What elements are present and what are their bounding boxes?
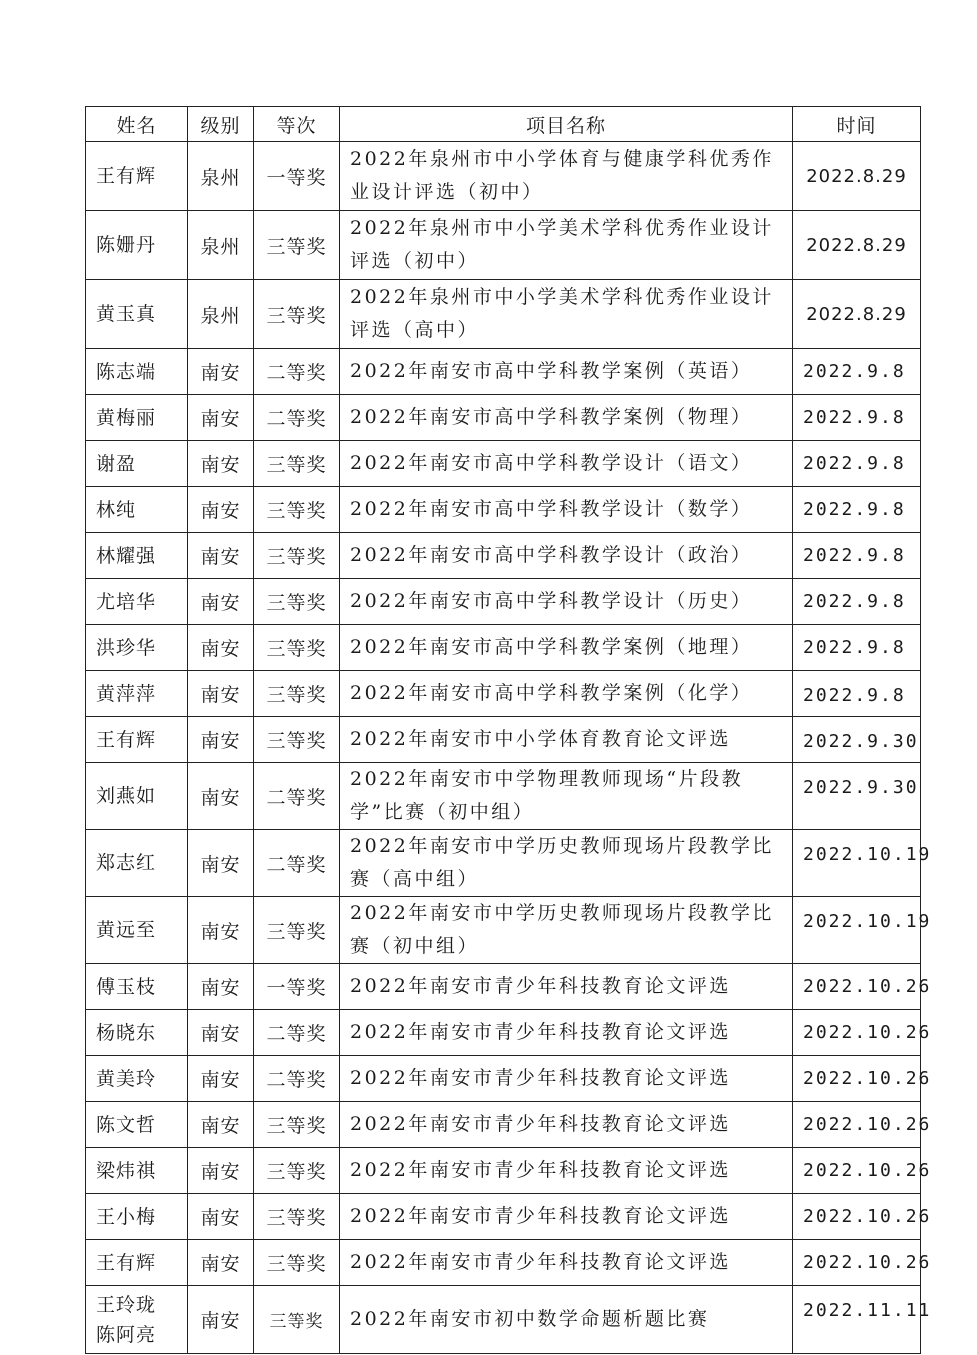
cell-project: 2022年南安市中学历史教师现场片段教学比赛（高中组） [340,830,793,897]
table-row [86,897,921,964]
cell-name: 傅玉枝 [86,964,188,1010]
cell-name: 王有辉 [86,717,188,763]
table-row [86,763,921,830]
cell-rank: 三等奖 [254,625,340,671]
cell-date: 2022.9.8 [793,671,921,717]
header-name: 姓名 [86,107,188,142]
cell-rank: 三等奖 [254,671,340,717]
cell-level: 南安 [188,830,254,897]
table-row [86,280,921,349]
cell-rank: 三等奖 [254,280,340,349]
cell-level: 南安 [188,1286,254,1354]
cell-name: 陈姗丹 [86,211,188,280]
cell-name: 谢盈 [86,441,188,487]
cell-rank: 二等奖 [254,1010,340,1056]
cell-level: 南安 [188,671,254,717]
cell-level: 南安 [188,964,254,1010]
cell-rank: 三等奖 [254,1148,340,1194]
cell-date: 2022.9.30 [793,763,921,830]
cell-level: 南安 [188,1148,254,1194]
cell-rank: 三等奖 [254,533,340,579]
cell-level: 南安 [188,625,254,671]
cell-level: 南安 [188,487,254,533]
cell-project: 2022年南安市中学历史教师现场片段教学比赛（初中组） [340,897,793,964]
cell-project: 2022年南安市高中学科教学设计（数学） [340,487,793,533]
cell-rank: 二等奖 [254,763,340,830]
cell-level: 南安 [188,1240,254,1286]
cell-project: 2022年南安市青少年科技教育论文评选 [340,1194,793,1240]
cell-project: 2022年南安市青少年科技教育论文评选 [340,1010,793,1056]
cell-date: 2022.10.26 [793,964,921,1010]
table-row [86,441,921,487]
header-date: 时间 [793,107,921,142]
table-row [86,830,921,897]
cell-name: 黄美玲 [86,1056,188,1102]
cell-date: 2022.9.8 [793,349,921,395]
cell-project: 2022年南安市中小学体育教育论文评选 [340,717,793,763]
cell-rank: 三等奖 [254,579,340,625]
table-row [86,717,921,763]
cell-name: 林耀强 [86,533,188,579]
cell-name: 黄玉真 [86,280,188,349]
cell-project: 2022年南安市高中学科教学案例（英语） [340,349,793,395]
table-row [86,1102,921,1148]
cell-rank: 三等奖 [254,1194,340,1240]
cell-project: 2022年南安市高中学科教学案例（物理） [340,395,793,441]
cell-date: 2022.10.26 [793,1056,921,1102]
cell-level: 南安 [188,717,254,763]
cell-level: 南安 [188,1056,254,1102]
cell-name: 黄萍萍 [86,671,188,717]
cell-level: 南安 [188,1194,254,1240]
cell-name: 郑志红 [86,830,188,897]
table-row [86,349,921,395]
table-row [86,625,921,671]
table-row [86,533,921,579]
cell-level: 南安 [188,349,254,395]
cell-rank: 三等奖 [254,441,340,487]
header-project: 项目名称 [340,107,793,142]
cell-level: 泉州 [188,142,254,211]
cell-rank: 三等奖 [254,717,340,763]
cell-date: 2022.9.8 [793,487,921,533]
cell-date: 2022.9.8 [793,625,921,671]
cell-project: 2022年南安市高中学科教学设计（政治） [340,533,793,579]
cell-level: 南安 [188,1102,254,1148]
cell-level: 南安 [188,395,254,441]
header-level: 级别 [188,107,254,142]
cell-project: 2022年南安市高中学科教学案例（地理） [340,625,793,671]
cell-level: 泉州 [188,211,254,280]
cell-date: 2022.8.29 [793,142,921,211]
cell-rank: 三等奖 [254,1102,340,1148]
cell-date: 2022.10.26 [793,1240,921,1286]
cell-date: 2022.11.11 [793,1286,921,1354]
cell-name: 杨晓东 [86,1010,188,1056]
table-row [86,142,921,211]
cell-name: 陈文哲 [86,1102,188,1148]
cell-project: 2022年南安市青少年科技教育论文评选 [340,1056,793,1102]
cell-name: 王玲珑 陈阿亮 [86,1286,188,1354]
award-table [85,106,932,1354]
cell-name: 王有辉 [86,142,188,211]
cell-project: 2022年泉州市中小学美术学科优秀作业设计评选（高中） [340,280,793,349]
cell-name: 梁炜祺 [86,1148,188,1194]
cell-level: 泉州 [188,280,254,349]
cell-project: 2022年南安市中学物理教师现场“片段教学”比赛（初中组） [340,763,793,830]
cell-date: 2022.10.26 [793,1194,921,1240]
table-row [86,671,921,717]
cell-project: 2022年泉州市中小学体育与健康学科优秀作业设计评选（初中） [340,142,793,211]
cell-level: 南安 [188,897,254,964]
cell-rank: 三等奖 [254,211,340,280]
cell-project: 2022年南安市青少年科技教育论文评选 [340,1148,793,1194]
cell-project: 2022年南安市高中学科教学设计（历史） [340,579,793,625]
cell-rank: 三等奖 [254,1240,340,1286]
cell-date: 2022.10.26 [793,1148,921,1194]
table-row [86,1240,921,1286]
table-row [86,211,921,280]
cell-rank: 三等奖 [254,897,340,964]
cell-date: 2022.10.26 [793,1102,921,1148]
cell-rank: 二等奖 [254,830,340,897]
cell-name: 洪珍华 [86,625,188,671]
cell-date: 2022.10.19 [793,897,921,964]
cell-rank: 二等奖 [254,349,340,395]
cell-rank: 一等奖 [254,142,340,211]
table-row [86,1286,921,1354]
table-row [86,395,921,441]
cell-level: 南安 [188,441,254,487]
table-row [86,579,921,625]
cell-project: 2022年南安市青少年科技教育论文评选 [340,964,793,1010]
cell-project: 2022年南安市青少年科技教育论文评选 [340,1102,793,1148]
cell-project: 2022年泉州市中小学美术学科优秀作业设计评选（初中） [340,211,793,280]
cell-name: 陈志端 [86,349,188,395]
cell-date: 2022.8.29 [793,211,921,280]
cell-project: 2022年南安市高中学科教学案例（化学） [340,671,793,717]
header-row [86,107,921,142]
table-row [86,1194,921,1240]
cell-rank: 三等奖 [254,487,340,533]
table-row [86,964,921,1010]
cell-name: 黄梅丽 [86,395,188,441]
cell-level: 南安 [188,763,254,830]
cell-date: 2022.9.8 [793,533,921,579]
cell-name: 林纯 [86,487,188,533]
table-row [86,1010,921,1056]
cell-date: 2022.8.29 [793,280,921,349]
cell-date: 2022.9.30 [793,717,921,763]
cell-rank: 二等奖 [254,395,340,441]
cell-name: 尤培华 [86,579,188,625]
cell-date: 2022.9.8 [793,441,921,487]
cell-date: 2022.10.19 [793,830,921,897]
cell-date: 2022.10.26 [793,1010,921,1056]
cell-project: 2022年南安市高中学科教学设计（语文） [340,441,793,487]
cell-name: 王小梅 [86,1194,188,1240]
cell-name: 刘燕如 [86,763,188,830]
table-row [86,1148,921,1194]
cell-name: 王有辉 [86,1240,188,1286]
cell-date: 2022.9.8 [793,395,921,441]
cell-rank: 一等奖 [254,964,340,1010]
cell-project: 2022年南安市初中数学命题析题比赛 [340,1286,793,1354]
cell-rank: 二等奖 [254,1056,340,1102]
header-rank: 等次 [254,107,340,142]
cell-rank: 三等奖 [254,1286,340,1354]
cell-level: 南安 [188,579,254,625]
cell-level: 南安 [188,533,254,579]
table-row [86,1056,921,1102]
table-row [86,487,921,533]
cell-project: 2022年南安市青少年科技教育论文评选 [340,1240,793,1286]
cell-date: 2022.9.8 [793,579,921,625]
cell-name: 黄远至 [86,897,188,964]
cell-level: 南安 [188,1010,254,1056]
